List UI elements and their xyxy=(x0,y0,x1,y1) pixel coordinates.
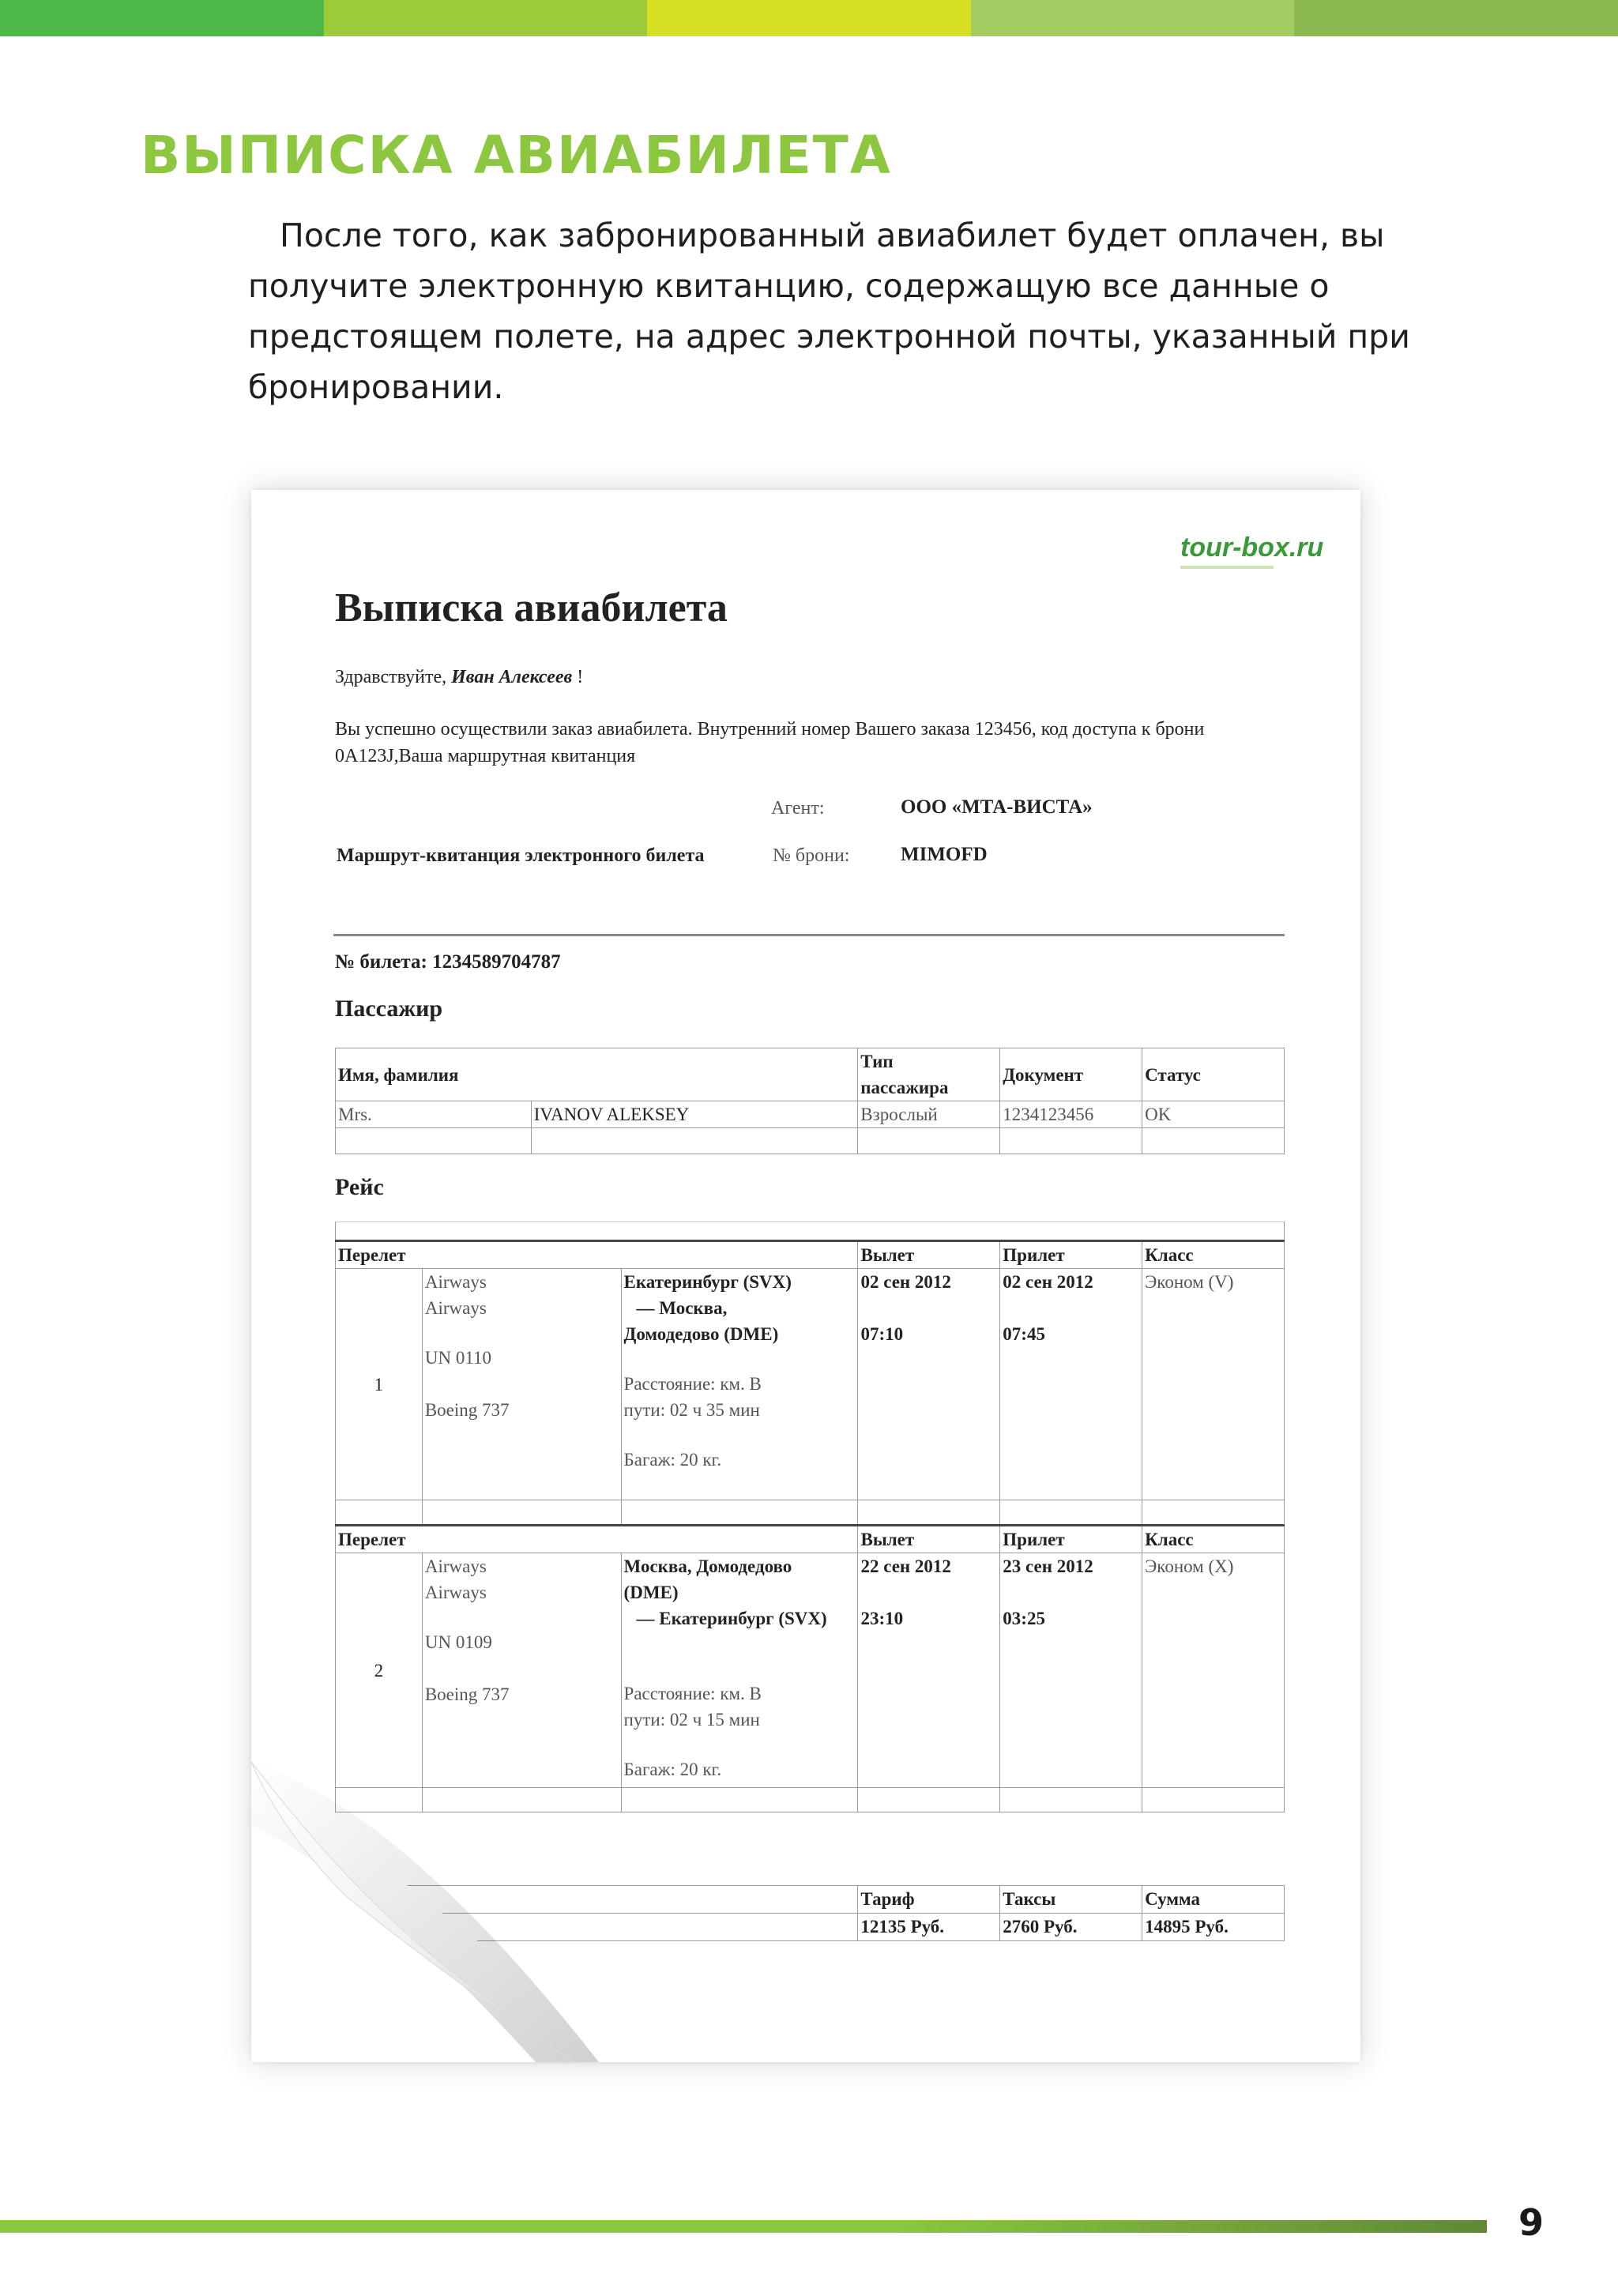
segment-header: Перелет xyxy=(336,1526,858,1553)
table-header-row xyxy=(336,1048,1285,1101)
departure-header: Вылет xyxy=(858,1241,1000,1269)
route-line: — Москва, xyxy=(636,1298,728,1318)
passenger-heading: Пассажир xyxy=(335,996,443,1022)
table-row xyxy=(336,1101,1285,1128)
passenger-title: Mrs. xyxy=(336,1101,532,1128)
class-cell: Эконом (X) xyxy=(1142,1553,1285,1788)
passenger-type: Взрослый xyxy=(858,1101,1000,1128)
pnr-label: № брони: xyxy=(773,845,850,866)
tariff-value: 12135 Руб. xyxy=(858,1914,1000,1941)
divider xyxy=(333,934,1285,936)
spacer-row xyxy=(336,1500,1285,1526)
flight-row xyxy=(336,1269,1285,1500)
col-header-type-line1: Тип xyxy=(860,1052,894,1071)
flight-row xyxy=(336,1553,1285,1788)
taxes-value: 2760 Руб. xyxy=(1000,1914,1142,1941)
total-label: Сумма xyxy=(1142,1886,1285,1914)
ticket-label: № билета: xyxy=(335,951,427,973)
arrival-cell xyxy=(1000,1553,1142,1788)
distance-line: Расстояние: км. В xyxy=(623,1684,762,1703)
baggage-info: Багаж: 20 кг. xyxy=(623,1760,722,1779)
class-cell: Эконом (V) xyxy=(1142,1269,1285,1500)
tour-box-logo xyxy=(1180,526,1323,577)
stripe-segment xyxy=(324,0,648,36)
passenger-document: 1234123456 xyxy=(1000,1101,1142,1128)
arrival-time: 03:25 xyxy=(1003,1609,1045,1628)
duration-line: пути: 02 ч 15 мин xyxy=(623,1710,760,1730)
col-header-status: Статус xyxy=(1142,1048,1285,1101)
intro-paragraph xyxy=(248,210,1449,412)
pnr-value: MIMOFD xyxy=(901,844,988,865)
distance-line: Расстояние: км. В xyxy=(623,1374,762,1394)
stripe-segment xyxy=(0,0,324,36)
greeting-name: Иван Алексеев xyxy=(451,667,573,687)
receipt-title: Выписка авиабилета xyxy=(335,585,728,630)
page-curl-decoration xyxy=(251,1762,630,2062)
departure-cell xyxy=(858,1553,1000,1788)
departure-header: Вылет xyxy=(858,1526,1000,1553)
logo-underline xyxy=(1180,566,1274,569)
airline-name: Airways xyxy=(424,1583,487,1602)
greeting-prefix: Здравствуйте, xyxy=(335,667,452,687)
route-line: Москва, Домодедово xyxy=(623,1556,792,1576)
route-line: (DME) xyxy=(623,1583,679,1602)
segment-header: Перелет xyxy=(336,1241,858,1269)
order-text: Вы успешно осуществили заказ авиабилета. Внутренний номер Вашего заказа 123456, код доступа к брони 0А123J,Ваша маршрутная квитанция xyxy=(335,719,1205,766)
passenger-name: IVANOV ALEKSEY xyxy=(531,1101,858,1128)
logo-text: tour-box.ru xyxy=(1180,533,1324,563)
col-header-type-line2: пассажира xyxy=(860,1078,949,1097)
passenger-status: OK xyxy=(1142,1101,1285,1128)
arrival-header: Прилет xyxy=(1000,1241,1142,1269)
greeting xyxy=(335,667,583,688)
route-label: Маршрут-квитанция электронного билета xyxy=(337,845,705,866)
route-line: — Екатеринбург (SVX) xyxy=(636,1609,827,1628)
flight-code: UN 0109 xyxy=(424,1632,492,1652)
flights-table xyxy=(335,1221,1285,1812)
ticket-value: 1234589704787 xyxy=(432,951,561,973)
departure-date: 02 сен 2012 xyxy=(860,1272,951,1292)
airline-name: Airways xyxy=(424,1272,487,1292)
airline-name: Airways xyxy=(424,1298,487,1318)
stripe-segment xyxy=(971,0,1295,36)
flight-airline-info xyxy=(422,1269,621,1500)
tariff-label: Тариф xyxy=(858,1886,1000,1914)
taxes-label: Таксы xyxy=(1000,1886,1142,1914)
arrival-date: 02 сен 2012 xyxy=(1003,1272,1093,1292)
flight-number-index: 2 xyxy=(336,1553,423,1788)
flight-airline-info xyxy=(422,1553,621,1788)
duration-line: пути: 02 ч 35 мин xyxy=(623,1400,760,1420)
aircraft-type: Boeing 737 xyxy=(424,1400,510,1420)
flights-heading: Рейс xyxy=(335,1174,384,1200)
route-line: Екатеринбург (SVX) xyxy=(623,1272,792,1292)
table-row-empty xyxy=(336,1128,1285,1154)
arrival-date: 23 сен 2012 xyxy=(1003,1556,1093,1576)
total-value: 14895 Руб. xyxy=(1142,1914,1285,1941)
class-header: Класс xyxy=(1142,1526,1285,1553)
arrival-cell xyxy=(1000,1269,1142,1500)
airline-name: Airways xyxy=(424,1556,487,1576)
passenger-table xyxy=(335,1048,1285,1154)
agent-value: ООО «МТА-ВИСТА» xyxy=(901,796,1093,818)
class-header: Класс xyxy=(1142,1241,1285,1269)
flight-route xyxy=(621,1553,858,1788)
aircraft-type: Boeing 737 xyxy=(424,1684,510,1704)
flight-header-row xyxy=(336,1526,1285,1553)
page-number: 9 xyxy=(1518,2201,1545,2244)
flight-header-row xyxy=(336,1241,1285,1269)
route-line: Домодедово (DME) xyxy=(623,1324,779,1344)
top-color-stripe xyxy=(0,0,1618,36)
departure-cell xyxy=(858,1269,1000,1500)
col-header-document: Документ xyxy=(1000,1048,1142,1101)
ticket-number xyxy=(335,951,561,973)
agent-label: Агент: xyxy=(771,798,825,819)
baggage-info: Багаж: 20 кг. xyxy=(623,1450,722,1470)
flight-code: UN 0110 xyxy=(424,1348,491,1368)
page-heading: ВЫПИСКА АВИАБИЛЕТА xyxy=(141,125,892,186)
stripe-segment xyxy=(647,0,971,36)
bottom-bar xyxy=(0,2220,1487,2233)
stripe-segment xyxy=(1294,0,1618,36)
departure-time: 23:10 xyxy=(860,1609,904,1628)
departure-date: 22 сен 2012 xyxy=(860,1556,951,1576)
flight-number-index: 1 xyxy=(336,1269,423,1500)
departure-time: 07:10 xyxy=(860,1324,904,1344)
intro-text: После того, как забронированный авиабилет будет оплачен, вы получите электронную квитанцию, содержащую все данные о предстоящем полете, на адрес электронной почты, указанный при бронировании. xyxy=(248,216,1410,406)
flight-route xyxy=(621,1269,858,1500)
greeting-suffix: ! xyxy=(572,667,584,687)
col-header-type xyxy=(858,1048,1000,1101)
arrival-time: 07:45 xyxy=(1003,1324,1045,1344)
col-header-name: Имя, фамилия xyxy=(336,1048,858,1101)
arrival-header: Прилет xyxy=(1000,1526,1142,1553)
